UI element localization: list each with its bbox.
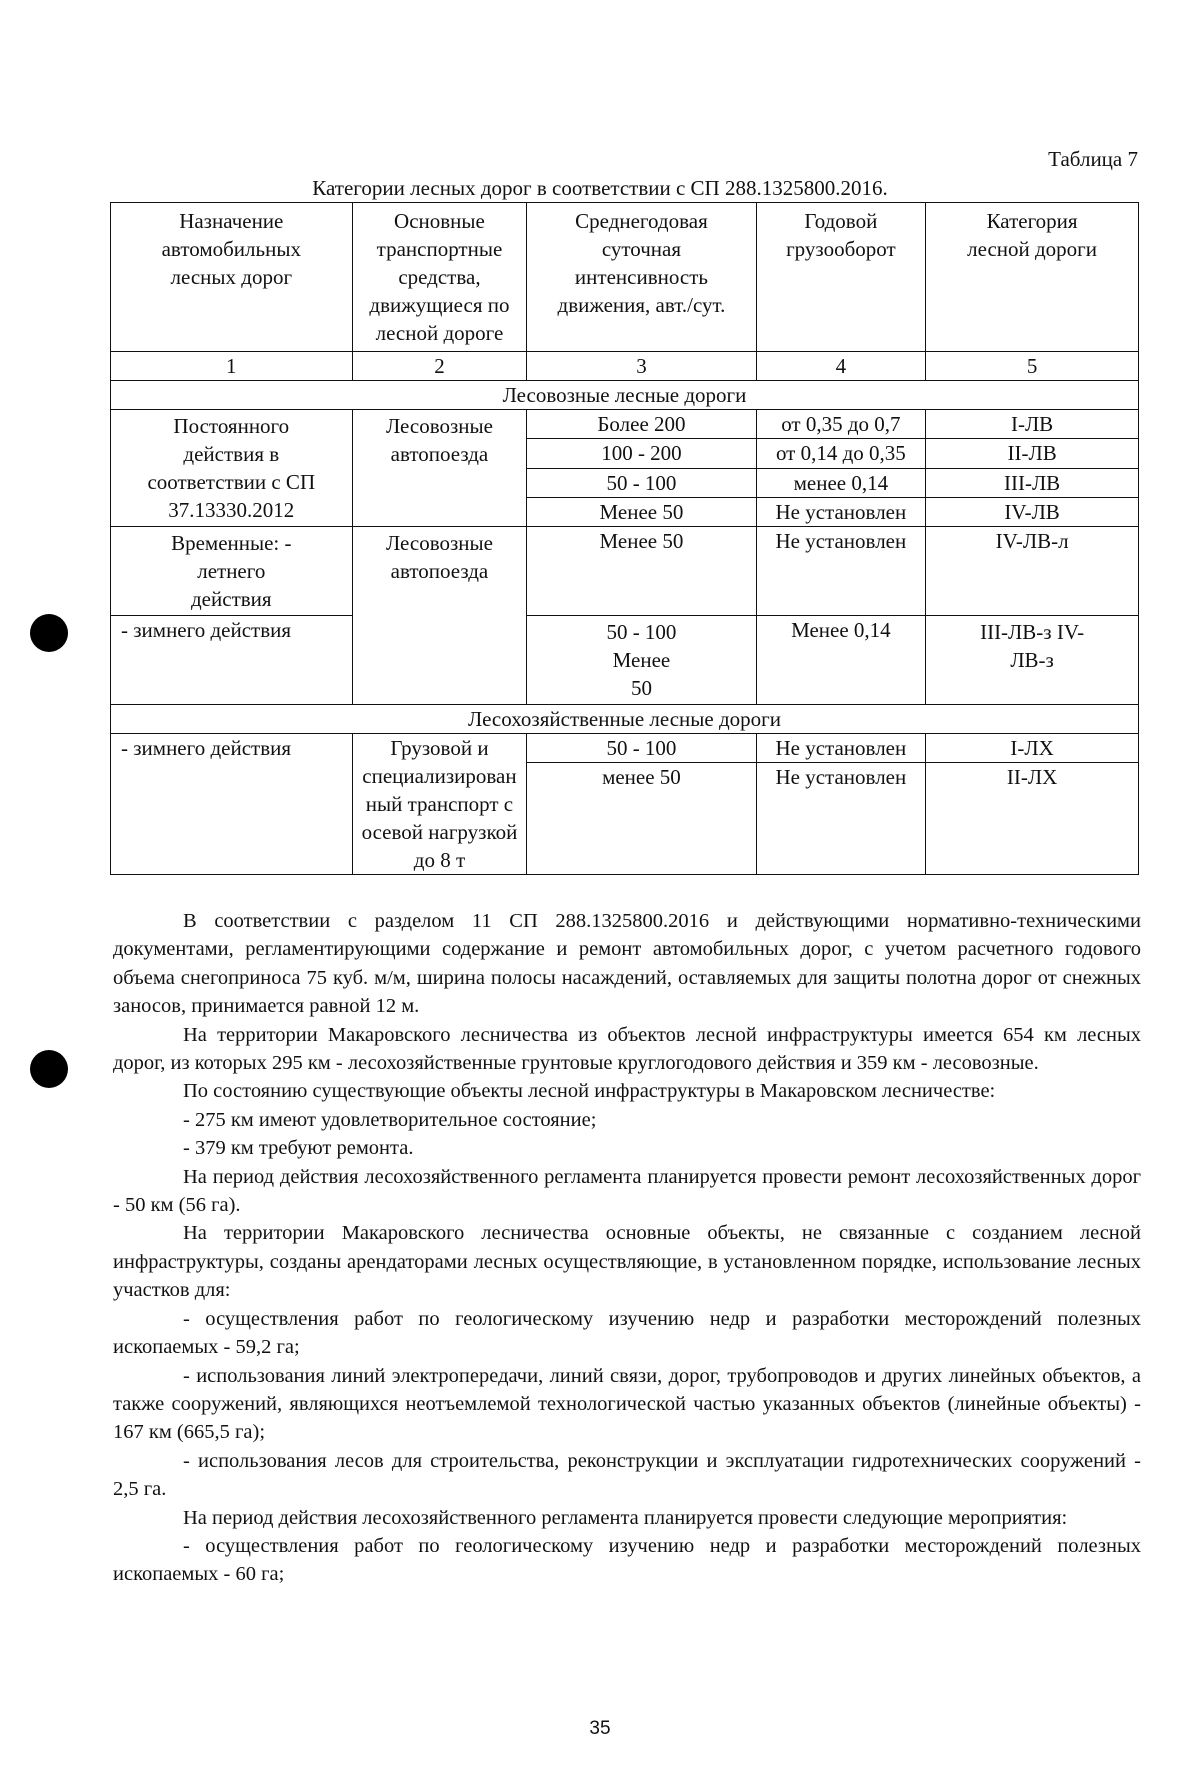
category-cell: IV-ЛВ bbox=[926, 497, 1139, 526]
intensity-cell: Более 200 bbox=[527, 410, 756, 439]
purpose-cell: - зимнего действия bbox=[111, 734, 353, 875]
paragraph: На период действия лесохозяйственного регламента планируется провести следующие мероприятия: bbox=[183, 1506, 1068, 1529]
category-cell: I-ЛВ bbox=[926, 410, 1139, 439]
intensity-cell: 50 - 100 Менее 50 bbox=[527, 616, 756, 705]
intensity-cell: Менее 50 bbox=[527, 497, 756, 526]
list-item: - использования линий электропередачи, линий связи, дорог, трубопроводов и других линейных объектов, а также сооружений, являющихся неотъемлемой технологической частью указанных объектов (линейные объекты) - 167 км (665,5 га); bbox=[113, 1364, 1141, 1444]
purpose-cell: - зимнего действия bbox=[111, 616, 353, 705]
category-cell: I-ЛХ bbox=[926, 734, 1139, 763]
turnover-cell: от 0,35 до 0,7 bbox=[756, 410, 926, 439]
column-number: 3 bbox=[527, 352, 756, 381]
turnover-cell: Не установлен bbox=[756, 734, 926, 763]
header-cell: Категория лесной дороги bbox=[926, 203, 1139, 352]
turnover-cell: Не установлен bbox=[756, 527, 926, 616]
category-cell: III-ЛВ-з IV-ЛВ-з bbox=[926, 616, 1139, 705]
paragraph: На период действия лесохозяйственного регламента планируется провести ремонт лесохозяйственных дорог - 50 км (56 га). bbox=[113, 1165, 1141, 1217]
purpose-cell: Временные: - летнего действия bbox=[111, 527, 353, 616]
intensity-cell: 50 - 100 bbox=[527, 734, 756, 763]
header-cell: Годовой грузооборот bbox=[756, 203, 926, 352]
column-number-row bbox=[111, 352, 1139, 381]
purpose-cell: Постоянного действия в соответствии с СП 37.13330.2012 bbox=[111, 410, 353, 527]
list-item: - осуществления работ по геологическому изучению недр и разработки месторождений полезных ископаемых - 60 га; bbox=[113, 1534, 1141, 1586]
intensity-cell: Менее 50 bbox=[527, 527, 756, 616]
list-item: - 275 км имеют удовлетворительное состояние; bbox=[183, 1108, 597, 1131]
table-title: Категории лесных дорог в соответствии с СП 288.1325800.2016. bbox=[312, 176, 888, 200]
paragraph: В соответствии с разделом 11 СП 288.1325800.2016 и действующими нормативно-техническими документами, регламентирующими содержание и ремонт автомобильных дорог, с учетом расчетного годового объема снегоприноса 75 куб. м/м, ширина полосы насаждений, оставляемых для защиты полотна дорог от снежных заносов, принимается равной 12 м. bbox=[113, 910, 1141, 1018]
page-number: 35 bbox=[589, 1718, 611, 1739]
intensity-cell: 50 - 100 bbox=[527, 468, 756, 497]
header-cell: Назначение автомобильных лесных дорог bbox=[111, 203, 353, 352]
column-number: 2 bbox=[352, 352, 527, 381]
category-cell: III-ЛВ bbox=[926, 468, 1139, 497]
list-item: - 379 км требуют ремонта. bbox=[183, 1137, 414, 1160]
intensity-cell: менее 50 bbox=[527, 763, 756, 875]
category-cell: II-ЛВ bbox=[926, 439, 1139, 468]
column-number: 4 bbox=[756, 352, 926, 381]
transport-cell: Грузовой и специализирован ный транспорт с осевой нагрузкой до 8 т bbox=[352, 734, 527, 875]
category-cell: IV-ЛВ-л bbox=[926, 527, 1139, 616]
section-heading: Лесовозные лесные дороги bbox=[111, 381, 1139, 410]
section-heading: Лесохозяйственные лесные дороги bbox=[111, 705, 1139, 734]
header-cell: Среднегодовая суточная интенсивность движения, авт./сут. bbox=[527, 203, 756, 352]
header-row bbox=[111, 203, 1139, 352]
table-number: Таблица 7 bbox=[1048, 147, 1138, 171]
column-number: 1 bbox=[111, 352, 353, 381]
turnover-cell: от 0,14 до 0,35 bbox=[756, 439, 926, 468]
intensity-cell: 100 - 200 bbox=[527, 439, 756, 468]
category-cell: II-ЛХ bbox=[926, 763, 1139, 875]
turnover-cell: менее 0,14 bbox=[756, 468, 926, 497]
column-number: 5 bbox=[926, 352, 1139, 381]
paragraph: По состоянию существующие объекты лесной инфраструктуры в Макаровском лесничестве: bbox=[183, 1080, 996, 1103]
list-item: - использования лесов для строительства, реконструкции и эксплуатации гидротехнических сооружений - 2,5 га. bbox=[113, 1449, 1141, 1501]
header-cell: Основные транспортные средства, движущиеся по лесной дороге bbox=[352, 203, 527, 352]
transport-cell: Лесовозные автопоезда bbox=[352, 410, 527, 527]
paragraph: На территории Макаровского лесничества основные объекты, не связанные с созданием лесной инфраструктуры, созданы арендаторами лесных осуществляющие, в установленном порядке, использование лесных участков для: bbox=[113, 1222, 1141, 1302]
transport-cell: Лесовозные автопоезда bbox=[352, 527, 527, 705]
body-text bbox=[113, 907, 1141, 1697]
turnover-cell: Не установлен bbox=[756, 497, 926, 526]
road-categories-table bbox=[110, 202, 1139, 875]
turnover-cell: Не установлен bbox=[756, 763, 926, 875]
list-item: - осуществления работ по геологическому изучению недр и разработки месторождений полезных ископаемых - 59,2 га; bbox=[113, 1307, 1141, 1359]
paragraph: На территории Макаровского лесничества из объектов лесной инфраструктуры имеется 654 км лесных дорог, из которых 295 км - лесохозяйственные грунтовые круглогодового действия и 359 км - лесовозные. bbox=[113, 1023, 1141, 1075]
turnover-cell: Менее 0,14 bbox=[756, 616, 926, 705]
